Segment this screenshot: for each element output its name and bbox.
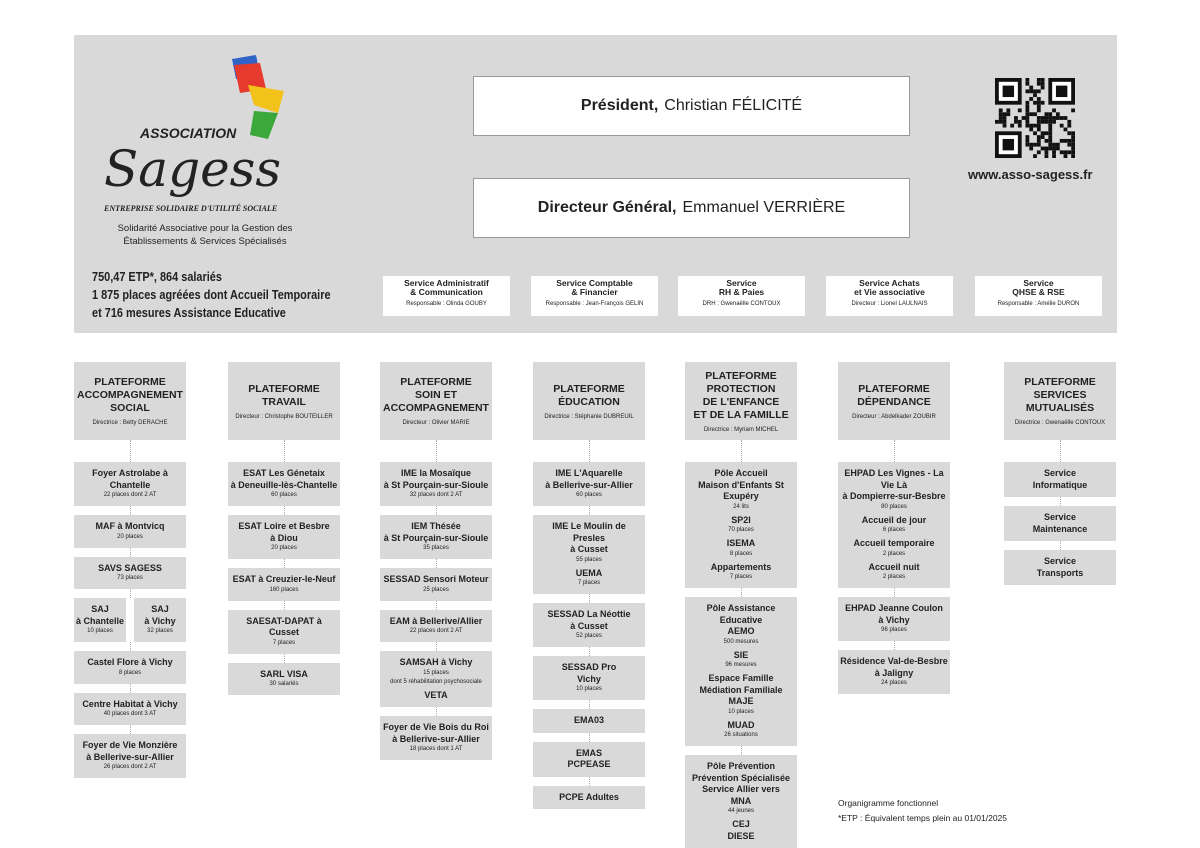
entity-box	[74, 598, 126, 642]
entity-name: SAVS SAGESS	[98, 562, 162, 573]
entity-detail: dont 5 réhabilitation psychosociale	[390, 678, 482, 685]
connector-line	[284, 559, 285, 568]
service-name: Service RH & Paies	[718, 278, 765, 297]
connector-line	[589, 440, 590, 462]
entity-name: Accueil temporaire	[853, 538, 935, 548]
entity-box	[838, 650, 950, 694]
platform-title: PLATEFORME ÉDUCATION	[553, 382, 625, 408]
footnotes	[838, 796, 1007, 826]
entity-detail: 10 places	[728, 708, 754, 715]
connector-line	[589, 733, 590, 742]
connector-line	[894, 641, 895, 650]
president-box	[473, 76, 910, 136]
connector-line	[741, 440, 742, 462]
directeur-box	[473, 178, 910, 238]
platform-title: PLATEFORME DÉPENDANCE	[857, 382, 931, 408]
entity-detail: 24 places	[881, 680, 907, 686]
platform-header	[380, 362, 492, 440]
connector-line	[741, 746, 742, 755]
entity-detail: 7 places	[729, 574, 753, 580]
connector-line	[130, 548, 131, 557]
connector-line	[130, 589, 131, 598]
platform-header	[533, 362, 645, 440]
entity-name: Espace Famille	[708, 673, 774, 683]
platform-header	[685, 362, 797, 440]
platform-director: Directeur : Christophe BOUTEILLER	[235, 413, 333, 420]
qr-code-icon[interactable]	[995, 78, 1075, 158]
entity-box	[533, 515, 645, 594]
entity-box	[685, 597, 797, 746]
entity-box	[1004, 506, 1116, 541]
connector-line	[589, 700, 590, 709]
entity-pair	[74, 598, 186, 642]
entity-detail: 52 places	[576, 633, 602, 639]
entity-name: SAMSAH à Vichy	[399, 657, 473, 667]
entity-name: CEJ	[732, 819, 750, 829]
connector-line	[284, 440, 285, 462]
entity-box	[533, 462, 645, 506]
entity-detail: 32 places	[147, 628, 173, 634]
platform-director: Directrice : Myriam MICHEL	[703, 426, 779, 433]
entity-box	[74, 651, 186, 684]
entity-name: Foyer de Vie Monzière à Bellerive-sur-Allier	[82, 740, 178, 762]
entity-detail: 25 places	[423, 586, 449, 593]
entity-box	[380, 515, 492, 559]
stat-line: 750,47 ETP*, 864 salariés	[92, 269, 222, 284]
entity-detail: 55 places	[576, 556, 602, 563]
service-box	[975, 276, 1102, 316]
entity-box	[74, 462, 186, 506]
entity-detail: 18 places dont 1 AT	[409, 746, 463, 752]
entity-name: Prévention Spécialisée Service Allier vers	[691, 772, 791, 794]
connector-line	[130, 440, 131, 462]
entity-detail: 80 places	[881, 503, 907, 510]
entity-detail: 500 mesures	[723, 638, 759, 645]
entity-name: EMA03	[573, 715, 604, 725]
entity-name: SIE	[733, 649, 749, 660]
entity-name: SESSAD Pro Vichy	[561, 662, 617, 684]
connector-line	[894, 440, 895, 462]
connector-line	[436, 559, 437, 568]
entity-box	[838, 462, 950, 588]
entity-box	[533, 603, 645, 647]
entity-detail: 7 places	[272, 639, 296, 646]
connector-line	[284, 601, 285, 610]
service-box	[678, 276, 805, 316]
entity-detail: 26 places dont 2 AT	[103, 764, 157, 770]
platform-column	[380, 362, 492, 760]
service-name: Service QHSE & RSE	[1012, 278, 1065, 297]
platform-column	[685, 362, 797, 848]
entity-detail: 22 places dont 2 AT	[103, 492, 157, 498]
platform-column	[1004, 362, 1116, 585]
entity-detail: 15 places	[423, 669, 449, 676]
entity-name: Service Maintenance	[1032, 512, 1088, 534]
platform-director: Directrice : Betty DERACHE	[92, 420, 168, 426]
connector-line	[436, 642, 437, 651]
connector-line	[589, 506, 590, 515]
platform-header	[838, 362, 950, 440]
entity-detail: 8 places	[729, 550, 753, 557]
entity-name: SESSAD Sensori Moteur	[383, 574, 489, 584]
entity-detail: 2 places	[882, 550, 906, 557]
entity-detail: 70 places	[728, 527, 754, 533]
platform-title: PLATEFORME ACCOMPAGNEMENT SOCIAL	[77, 376, 183, 414]
entity-name: ISEMA	[726, 538, 756, 548]
entity-box	[380, 716, 492, 760]
entity-detail: 6 places	[882, 527, 906, 533]
entity-name: Maison d'Enfants St Exupéry	[698, 479, 784, 501]
connector-line	[589, 594, 590, 603]
entity-name: Pôle Prévention	[706, 761, 776, 771]
platform-header	[1004, 362, 1116, 440]
entity-detail: 32 places dont 2 AT	[409, 492, 463, 498]
connector-line	[436, 506, 437, 515]
platform-header	[228, 362, 340, 440]
entity-name: Pôle Assistance Educative	[706, 603, 776, 625]
entity-detail: 40 places dont 3 AT	[103, 711, 157, 717]
entity-name: Accueil de jour	[861, 514, 927, 525]
entity-name: ESAT Les Génetaix à Deneuille-lès-Chantelle	[230, 468, 338, 490]
footnote-etp: *ETP : Équivalent temps plein au 01/01/2025	[838, 813, 1008, 823]
connector-line	[894, 588, 895, 597]
entity-box	[533, 656, 645, 700]
entity-name: UEMA	[575, 567, 603, 578]
entity-name: PCPE Adultes	[559, 791, 619, 802]
service-responsible: DRH : Gwenaëlle CONTOUX	[702, 301, 781, 307]
entity-box	[533, 709, 645, 733]
entity-detail: 10 places	[87, 628, 113, 634]
entity-detail: 160 places	[269, 586, 299, 593]
entity-name: Résidence Val-de-Besbre à Jaligny	[840, 656, 948, 678]
entity-name: Foyer de Vie Bois du Roi à Bellerive-sur-Allier	[383, 722, 489, 744]
entity-box	[685, 462, 797, 588]
platform-column	[228, 362, 340, 695]
entity-name: ESAT à Creuzier-le-Neuf	[232, 574, 336, 584]
entity-box	[380, 462, 492, 506]
entity-name: MAJE	[728, 696, 754, 706]
entity-box	[533, 786, 645, 810]
stat-line: et 716 mesures Assistance Educative	[92, 305, 286, 320]
entity-name: Pôle Accueil	[714, 468, 768, 478]
entity-name: EMAS	[575, 747, 602, 758]
platform-title: PLATEFORME TRAVAIL	[248, 382, 320, 408]
platform-title: PLATEFORME PROTECTION DE L'ENFANCE ET DE LA FAMILLE	[693, 369, 789, 421]
platform-title: PLATEFORME SOIN ET ACCOMPAGNEMENT	[383, 376, 489, 414]
entity-name: EHPAD Jeanne Coulon à Vichy	[845, 603, 943, 625]
service-responsible: Responsable : Amélie DURON	[997, 301, 1080, 307]
platform-director: Directeur : Abdelkader ZOUBIR	[852, 413, 936, 420]
entity-name: SP2I	[731, 514, 751, 525]
stats	[92, 268, 331, 322]
entity-box	[228, 663, 340, 696]
entity-detail: 7 places	[577, 580, 601, 586]
connector-line	[130, 684, 131, 693]
entity-box	[838, 597, 950, 641]
entity-box	[380, 651, 492, 707]
platform-header	[74, 362, 186, 440]
president-role: Président,	[580, 97, 659, 114]
entity-box	[533, 742, 645, 777]
directeur-role: Directeur Général,	[537, 199, 677, 216]
entity-box	[1004, 550, 1116, 585]
entity-box	[228, 568, 340, 601]
platform-director: Directrice : Stéphanie DUBREUIL	[544, 413, 634, 420]
entity-name: IME Le Moulin de Presles à Cusset	[552, 521, 626, 554]
entity-detail: 30 salariés	[269, 681, 299, 687]
platform-director: Directrice : Gwenaëlle CONTOUX	[1014, 420, 1106, 426]
entity-name: PCPEASE	[567, 759, 611, 769]
entity-detail: 96 mesures	[725, 662, 757, 668]
entity-name: MAF à Montvicq	[95, 521, 165, 531]
entity-name: Foyer Astrolabe à Chantelle	[92, 468, 168, 490]
entity-detail: 73 places	[117, 575, 143, 581]
connector-line	[284, 506, 285, 515]
entity-name: Médiation Familiale	[699, 684, 783, 695]
website-link[interactable]: www.asso-sagess.fr	[968, 167, 1093, 182]
entity-name: DIESE	[727, 830, 755, 841]
entity-box	[74, 734, 186, 778]
platform-title: PLATEFORME SERVICES MUTUALISÉS	[1024, 376, 1096, 414]
entity-name: Accueil nuit	[868, 561, 920, 572]
entity-box	[74, 693, 186, 726]
entity-box	[685, 755, 797, 848]
service-responsible: Responsable : Jean-François GELIN	[545, 301, 644, 307]
connector-line	[130, 642, 131, 651]
president-name: Christian FÉLICITÉ	[664, 97, 803, 114]
service-box	[531, 276, 658, 316]
entity-name: SESSAD La Néottie à Cusset	[547, 609, 631, 631]
connector-line	[436, 707, 437, 716]
stat-line: 1 875 places agréées dont Accueil Temporaire	[92, 287, 331, 302]
entity-detail: 8 places	[118, 669, 142, 676]
entity-name: AEMO	[727, 626, 755, 636]
entity-name: MNA	[730, 795, 752, 806]
entity-box	[1004, 462, 1116, 497]
connector-line	[589, 777, 590, 786]
footnote-title: Organigramme fonctionnel	[838, 798, 939, 808]
entity-detail: 60 places	[576, 492, 602, 498]
entity-box	[380, 568, 492, 601]
entity-box	[228, 610, 340, 654]
entity-name: Appartements	[710, 561, 772, 572]
entity-name: SAJ à Chantelle	[76, 604, 125, 626]
platform-column	[74, 362, 186, 778]
directeur-name: Emmanuel VERRIÈRE	[682, 199, 846, 216]
entity-detail: 22 places dont 2 AT	[409, 628, 463, 634]
entity-name: IME la Mosaïque à St Pourçain-sur-Sioule	[383, 468, 489, 490]
entity-detail: 96 places	[881, 627, 907, 633]
entity-name: IEM Thésée à St Pourçain-sur-Sioule	[383, 521, 489, 543]
entity-detail: 24 lits	[733, 503, 749, 510]
service-box	[826, 276, 953, 316]
association-description: Solidarité Associative pour la Gestion des Établissements & Services Spécialisés	[117, 223, 293, 247]
connector-line	[589, 647, 590, 656]
connector-line	[1060, 440, 1061, 462]
service-responsible: Responsable : Olinda GOUBY	[406, 301, 487, 307]
connector-line	[284, 654, 285, 663]
platform-column	[838, 362, 950, 694]
entity-name: SARL VISA	[260, 668, 308, 679]
connector-line	[436, 601, 437, 610]
entity-name: Service Informatique	[1032, 468, 1088, 490]
entity-box	[228, 515, 340, 559]
entity-box	[74, 557, 186, 590]
service-box	[383, 276, 510, 316]
connector-line	[130, 725, 131, 734]
connector-line	[130, 506, 131, 515]
entity-name: EHPAD Les Vignes - La Vie Là à Dompierre-sur-Besbre	[842, 468, 946, 501]
logo-tagline: ENTREPRISE SOLIDAIRE D'UTILITÉ SOCIALE	[104, 204, 278, 213]
logo-association: ASSOCIATION	[140, 125, 237, 141]
entity-name: SAJ à Vichy	[144, 604, 176, 626]
connector-line	[741, 588, 742, 597]
entity-box	[228, 462, 340, 506]
entity-name: IME L'Aquarelle à Bellerive-sur-Allier	[545, 468, 633, 490]
service-name: Service Comptable & Financier	[556, 278, 633, 297]
entity-detail: 20 places	[271, 545, 297, 551]
service-name: Service Achats et Vie associative	[854, 278, 925, 297]
entity-box	[380, 610, 492, 643]
platform-director: Directeur : Olivier MARIE	[402, 420, 470, 426]
connector-line	[1060, 497, 1061, 506]
connector-line	[1060, 541, 1061, 550]
entity-detail: 44 jeunes	[727, 808, 755, 814]
entity-name: VETA	[424, 689, 448, 700]
entity-detail: 60 places	[271, 492, 297, 498]
platform-column	[533, 362, 645, 809]
entity-name: Centre Habitat à Vichy	[82, 698, 178, 709]
entity-detail: 20 places	[117, 533, 143, 540]
connector-line	[436, 440, 437, 462]
entity-box	[74, 515, 186, 548]
entity-name: ESAT Loire et Besbre à Diou	[238, 521, 330, 543]
service-responsible: Directeur : Lionel LAULNAIS	[851, 301, 928, 307]
service-name: Service Administratif & Communication	[404, 278, 489, 297]
entity-name: Service Transports	[1036, 556, 1084, 578]
entity-name: EAM à Bellerive/Allier	[389, 615, 483, 626]
logo-name: Sagess	[104, 140, 281, 198]
entity-name: Castel Flore à Vichy	[87, 657, 173, 667]
entity-detail: 2 places	[882, 574, 906, 580]
entity-name: MUAD	[727, 719, 755, 730]
entity-detail: 26 situations	[724, 732, 758, 738]
entity-box	[134, 598, 186, 642]
entity-name: SAESAT-DAPAT à Cusset	[246, 615, 322, 637]
entity-detail: 35 places	[423, 545, 449, 551]
entity-detail: 10 places	[576, 686, 602, 692]
